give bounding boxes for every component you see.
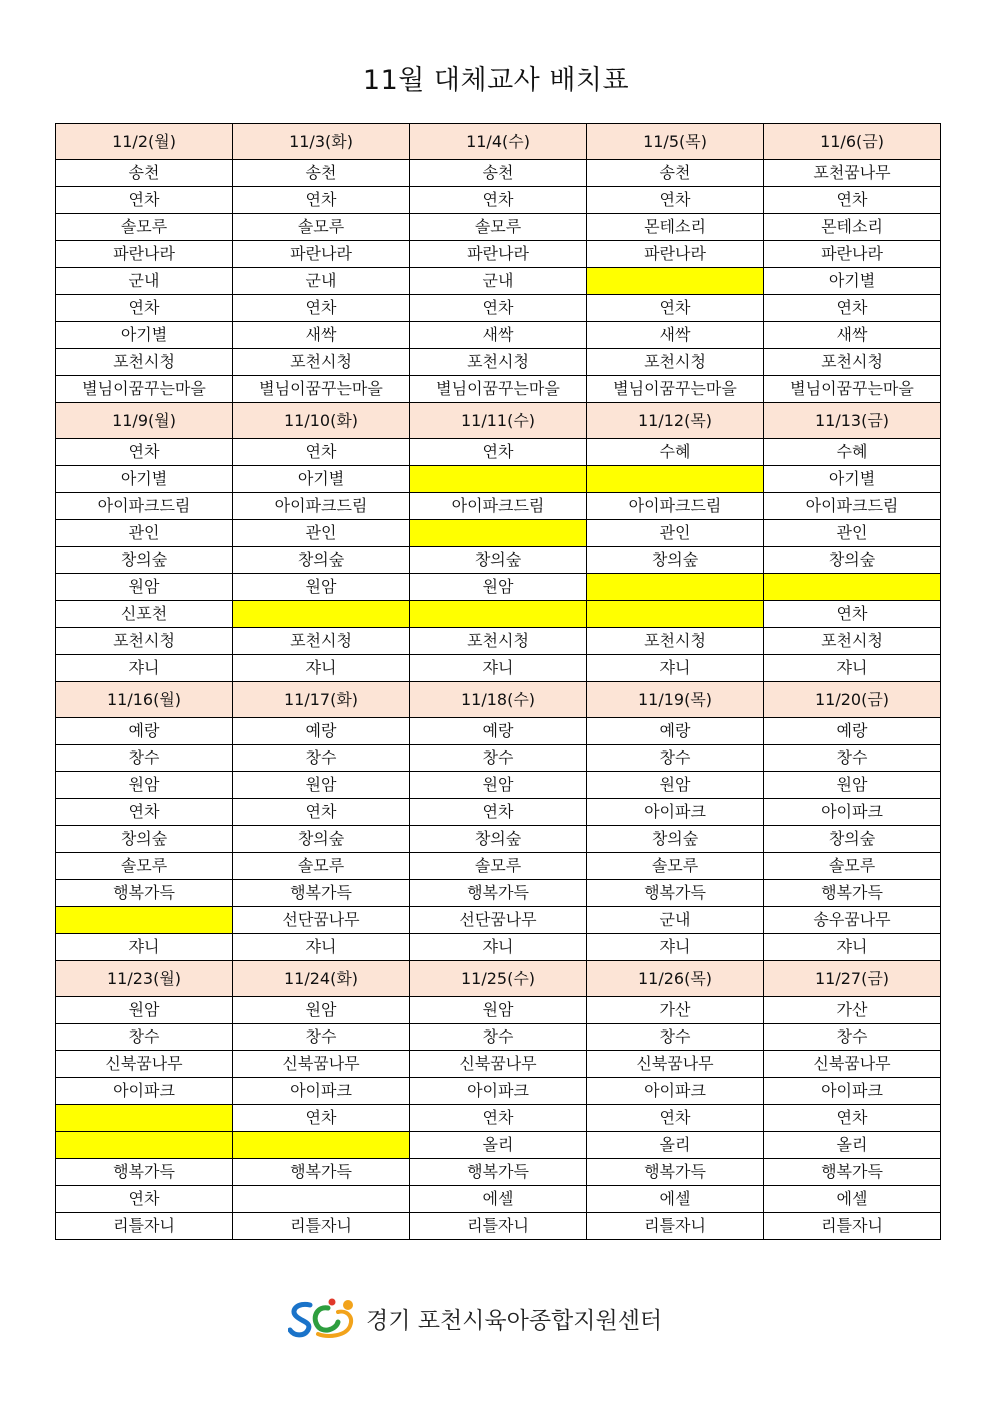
assignment-cell: 창의숲	[233, 547, 410, 574]
assignment-cell: 쟈니	[410, 655, 587, 682]
assignment-cell: 창의숲	[587, 547, 764, 574]
table-row	[56, 1078, 941, 1105]
assignment-cell: 행복가득	[764, 1159, 941, 1186]
assignment-cell: 관인	[56, 520, 233, 547]
schedule-table	[55, 123, 941, 1240]
assignment-cell: 원암	[410, 772, 587, 799]
assignment-cell: 행복가득	[233, 880, 410, 907]
assignment-cell: 행복가득	[764, 880, 941, 907]
assignment-cell: 에셀	[410, 1186, 587, 1213]
assignment-cell: 신포천	[56, 601, 233, 628]
day-header: 11/20(금)	[764, 682, 941, 718]
assignment-cell: 연차	[410, 295, 587, 322]
assignment-cell: 새싹	[587, 322, 764, 349]
table-row	[56, 295, 941, 322]
assignment-cell: 행복가득	[587, 880, 764, 907]
assignment-cell: 에셀	[587, 1186, 764, 1213]
assignment-cell: 포천시청	[233, 349, 410, 376]
assignment-cell: 신북꿈나무	[410, 1051, 587, 1078]
table-row	[56, 214, 941, 241]
week-header-row	[56, 961, 941, 997]
assignment-cell: 예랑	[233, 718, 410, 745]
unassigned-cell	[56, 907, 233, 934]
assignment-cell: 아기별	[233, 466, 410, 493]
assignment-cell: 창수	[587, 1024, 764, 1051]
table-row	[56, 799, 941, 826]
assignment-cell: 솔모루	[410, 853, 587, 880]
assignment-cell: 포천시청	[410, 628, 587, 655]
assignment-cell: 연차	[56, 799, 233, 826]
assignment-cell: 신북꿈나무	[587, 1051, 764, 1078]
day-header: 11/9(월)	[56, 403, 233, 439]
assignment-cell: 수혜	[764, 439, 941, 466]
assignment-cell: 창수	[410, 745, 587, 772]
assignment-cell: 연차	[587, 187, 764, 214]
assignment-cell: 창수	[587, 745, 764, 772]
table-row	[56, 1105, 941, 1132]
day-header: 11/2(월)	[56, 124, 233, 160]
assignment-cell: 리틀자니	[410, 1213, 587, 1240]
assignment-cell: 아이파크드림	[587, 493, 764, 520]
assignment-cell: 군내	[233, 268, 410, 295]
table-row	[56, 601, 941, 628]
day-header: 11/23(월)	[56, 961, 233, 997]
table-row	[56, 187, 941, 214]
table-row	[56, 655, 941, 682]
assignment-cell: 포천시청	[410, 349, 587, 376]
week-header-row	[56, 124, 941, 160]
assignment-cell: 솔모루	[410, 214, 587, 241]
table-row	[56, 376, 941, 403]
assignment-cell: 쟈니	[56, 655, 233, 682]
assignment-cell: 올리	[410, 1132, 587, 1159]
unassigned-cell	[233, 601, 410, 628]
assignment-cell: 선단꿈나무	[233, 907, 410, 934]
assignment-cell: 파란나라	[764, 241, 941, 268]
assignment-cell: 군내	[56, 268, 233, 295]
assignment-cell: 포천시청	[587, 628, 764, 655]
assignment-cell: 원암	[587, 772, 764, 799]
unassigned-cell	[764, 574, 941, 601]
table-row	[56, 934, 941, 961]
day-header: 11/6(금)	[764, 124, 941, 160]
assignment-cell: 아이파크	[233, 1078, 410, 1105]
assignment-cell: 아이파크드림	[410, 493, 587, 520]
assignment-cell: 새싹	[764, 322, 941, 349]
day-header: 11/16(월)	[56, 682, 233, 718]
assignment-cell: 연차	[233, 799, 410, 826]
assignment-cell: 송천	[56, 160, 233, 187]
assignment-cell: 연차	[56, 1186, 233, 1213]
assignment-cell: 창수	[764, 1024, 941, 1051]
assignment-cell: 창의숲	[764, 547, 941, 574]
assignment-cell: 쟈니	[587, 655, 764, 682]
assignment-cell: 예랑	[410, 718, 587, 745]
assignment-cell: 원암	[410, 574, 587, 601]
table-row	[56, 466, 941, 493]
assignment-cell: 연차	[56, 187, 233, 214]
assignment-cell: 창수	[56, 1024, 233, 1051]
assignment-cell: 별님이꿈꾸는마을	[56, 376, 233, 403]
assignment-cell: 포천시청	[587, 349, 764, 376]
assignment-cell: 별님이꿈꾸는마을	[587, 376, 764, 403]
assignment-cell: 아기별	[56, 466, 233, 493]
assignment-cell: 관인	[587, 520, 764, 547]
table-row	[56, 349, 941, 376]
assignment-cell: 예랑	[764, 718, 941, 745]
assignment-cell: 연차	[233, 439, 410, 466]
assignment-cell: 원암	[56, 574, 233, 601]
assignment-cell: 올리	[764, 1132, 941, 1159]
table-row	[56, 547, 941, 574]
assignment-cell: 원암	[56, 997, 233, 1024]
assignment-cell: 가산	[764, 997, 941, 1024]
assignment-cell: 연차	[764, 295, 941, 322]
assignment-cell: 연차	[56, 439, 233, 466]
table-row	[56, 574, 941, 601]
assignment-cell: 선단꿈나무	[410, 907, 587, 934]
assignment-cell	[233, 1186, 410, 1213]
assignment-cell: 리틀자니	[56, 1213, 233, 1240]
week-header-row	[56, 682, 941, 718]
assignment-cell: 연차	[410, 1105, 587, 1132]
assignment-cell: 아이파크	[764, 1078, 941, 1105]
footer	[288, 1296, 662, 1340]
unassigned-cell	[587, 466, 764, 493]
table-row	[56, 268, 941, 295]
assignment-cell: 솔모루	[233, 853, 410, 880]
assignment-cell: 올리	[587, 1132, 764, 1159]
assignment-cell: 솔모루	[764, 853, 941, 880]
assignment-cell: 쟈니	[56, 934, 233, 961]
assignment-cell: 연차	[764, 601, 941, 628]
assignment-cell: 송천	[587, 160, 764, 187]
assignment-cell: 포천시청	[56, 349, 233, 376]
table-row	[56, 493, 941, 520]
assignment-cell: 원암	[410, 997, 587, 1024]
day-header: 11/5(목)	[587, 124, 764, 160]
unassigned-cell	[587, 601, 764, 628]
unassigned-cell	[410, 601, 587, 628]
assignment-cell: 몬테소리	[764, 214, 941, 241]
assignment-cell: 창수	[410, 1024, 587, 1051]
table-row	[56, 772, 941, 799]
assignment-cell: 쟈니	[764, 655, 941, 682]
assignment-cell: 행복가득	[410, 1159, 587, 1186]
assignment-cell: 새싹	[233, 322, 410, 349]
day-header: 11/17(화)	[233, 682, 410, 718]
assignment-cell: 파란나라	[587, 241, 764, 268]
table-row	[56, 718, 941, 745]
assignment-cell: 가산	[587, 997, 764, 1024]
table-row	[56, 745, 941, 772]
assignment-cell: 신북꿈나무	[56, 1051, 233, 1078]
assignment-cell: 아이파크	[56, 1078, 233, 1105]
assignment-cell: 창수	[233, 1024, 410, 1051]
day-header: 11/25(수)	[410, 961, 587, 997]
assignment-cell: 솔모루	[233, 214, 410, 241]
assignment-cell: 연차	[410, 187, 587, 214]
assignment-cell: 포천시청	[764, 349, 941, 376]
assignment-cell: 연차	[587, 1105, 764, 1132]
assignment-cell: 창수	[764, 745, 941, 772]
page-title: 11월 대체교사 배치표	[362, 65, 630, 96]
assignment-cell: 별님이꿈꾸는마을	[410, 376, 587, 403]
assignment-cell: 아기별	[764, 466, 941, 493]
day-header: 11/11(수)	[410, 403, 587, 439]
assignment-cell: 송우꿈나무	[764, 907, 941, 934]
assignment-cell: 아이파크드림	[764, 493, 941, 520]
assignment-cell: 창의숲	[56, 547, 233, 574]
assignment-cell: 쟈니	[587, 934, 764, 961]
assignment-cell: 수혜	[587, 439, 764, 466]
assignment-cell: 신북꿈나무	[764, 1051, 941, 1078]
week-header-row	[56, 403, 941, 439]
assignment-cell: 별님이꿈꾸는마을	[233, 376, 410, 403]
assignment-cell: 별님이꿈꾸는마을	[764, 376, 941, 403]
day-header: 11/26(목)	[587, 961, 764, 997]
assignment-cell: 창수	[56, 745, 233, 772]
assignment-cell: 파란나라	[56, 241, 233, 268]
assignment-cell: 연차	[587, 295, 764, 322]
table-row	[56, 439, 941, 466]
unassigned-cell	[410, 466, 587, 493]
assignment-cell: 연차	[56, 295, 233, 322]
assignment-cell: 원암	[233, 574, 410, 601]
assignment-cell: 파란나라	[410, 241, 587, 268]
assignment-cell: 아이파크드림	[233, 493, 410, 520]
table-row	[56, 1132, 941, 1159]
assignment-cell: 연차	[410, 799, 587, 826]
assignment-cell: 포천시청	[764, 628, 941, 655]
table-row	[56, 1186, 941, 1213]
assignment-cell: 쟈니	[233, 934, 410, 961]
unassigned-cell	[587, 574, 764, 601]
assignment-cell: 관인	[233, 520, 410, 547]
assignment-cell: 송천	[233, 160, 410, 187]
day-header: 11/10(화)	[233, 403, 410, 439]
org-logo-icon	[288, 1296, 362, 1340]
org-name: 경기 포천시육아종합지원센터	[366, 1307, 663, 1334]
assignment-cell: 솔모루	[56, 853, 233, 880]
day-header: 11/3(화)	[233, 124, 410, 160]
day-header: 11/12(목)	[587, 403, 764, 439]
assignment-cell: 원암	[233, 997, 410, 1024]
day-header: 11/13(금)	[764, 403, 941, 439]
assignment-cell: 군내	[587, 907, 764, 934]
assignment-cell: 아이파크	[587, 1078, 764, 1105]
assignment-cell: 원암	[764, 772, 941, 799]
assignment-cell: 창의숲	[410, 826, 587, 853]
table-row	[56, 520, 941, 547]
assignment-cell: 리틀자니	[233, 1213, 410, 1240]
table-row	[56, 880, 941, 907]
table-row	[56, 322, 941, 349]
assignment-cell: 신북꿈나무	[233, 1051, 410, 1078]
assignment-cell: 포천시청	[56, 628, 233, 655]
day-header: 11/19(목)	[587, 682, 764, 718]
assignment-cell: 연차	[410, 439, 587, 466]
unassigned-cell	[587, 268, 764, 295]
assignment-cell: 연차	[233, 1105, 410, 1132]
table-row	[56, 826, 941, 853]
assignment-cell: 파란나라	[233, 241, 410, 268]
unassigned-cell	[410, 520, 587, 547]
unassigned-cell	[56, 1132, 233, 1159]
assignment-cell: 창의숲	[233, 826, 410, 853]
assignment-cell: 쟈니	[233, 655, 410, 682]
assignment-cell: 관인	[764, 520, 941, 547]
table-row	[56, 853, 941, 880]
assignment-cell: 창의숲	[587, 826, 764, 853]
unassigned-cell	[56, 1105, 233, 1132]
assignment-cell: 창수	[233, 745, 410, 772]
assignment-cell: 창의숲	[410, 547, 587, 574]
assignment-cell: 예랑	[587, 718, 764, 745]
assignment-cell: 에셀	[764, 1186, 941, 1213]
assignment-cell: 원암	[233, 772, 410, 799]
table-row	[56, 241, 941, 268]
assignment-cell: 아기별	[56, 322, 233, 349]
assignment-cell: 아이파크	[764, 799, 941, 826]
assignment-cell: 송천	[410, 160, 587, 187]
day-header: 11/24(화)	[233, 961, 410, 997]
assignment-cell: 행복가득	[233, 1159, 410, 1186]
assignment-cell: 리틀자니	[587, 1213, 764, 1240]
assignment-cell: 포천꿈나무	[764, 160, 941, 187]
assignment-cell: 창의숲	[764, 826, 941, 853]
assignment-cell: 쟈니	[410, 934, 587, 961]
assignment-cell: 연차	[764, 187, 941, 214]
table-row	[56, 997, 941, 1024]
day-header: 11/4(수)	[410, 124, 587, 160]
day-header: 11/27(금)	[764, 961, 941, 997]
assignment-cell: 아기별	[764, 268, 941, 295]
table-row	[56, 1024, 941, 1051]
unassigned-cell	[233, 1132, 410, 1159]
table-row	[56, 1051, 941, 1078]
assignment-cell: 아이파크	[587, 799, 764, 826]
table-row	[56, 1159, 941, 1186]
assignment-cell: 아이파크드림	[56, 493, 233, 520]
table-row	[56, 1213, 941, 1240]
day-header: 11/18(수)	[410, 682, 587, 718]
assignment-cell: 리틀자니	[764, 1213, 941, 1240]
assignment-cell: 연차	[764, 1105, 941, 1132]
assignment-cell: 예랑	[56, 718, 233, 745]
assignment-cell: 솔모루	[56, 214, 233, 241]
assignment-cell: 창의숲	[56, 826, 233, 853]
assignment-cell: 아이파크	[410, 1078, 587, 1105]
assignment-cell: 행복가득	[56, 1159, 233, 1186]
assignment-cell: 행복가득	[587, 1159, 764, 1186]
assignment-cell: 몬테소리	[587, 214, 764, 241]
assignment-cell: 원암	[56, 772, 233, 799]
assignment-cell: 새싹	[410, 322, 587, 349]
table-row	[56, 628, 941, 655]
assignment-cell: 솔모루	[587, 853, 764, 880]
assignment-cell: 행복가득	[410, 880, 587, 907]
table-row	[56, 907, 941, 934]
assignment-cell: 연차	[233, 295, 410, 322]
assignment-cell: 포천시청	[233, 628, 410, 655]
table-row	[56, 160, 941, 187]
assignment-cell: 군내	[410, 268, 587, 295]
assignment-cell: 연차	[233, 187, 410, 214]
assignment-cell: 쟈니	[764, 934, 941, 961]
assignment-cell: 행복가득	[56, 880, 233, 907]
